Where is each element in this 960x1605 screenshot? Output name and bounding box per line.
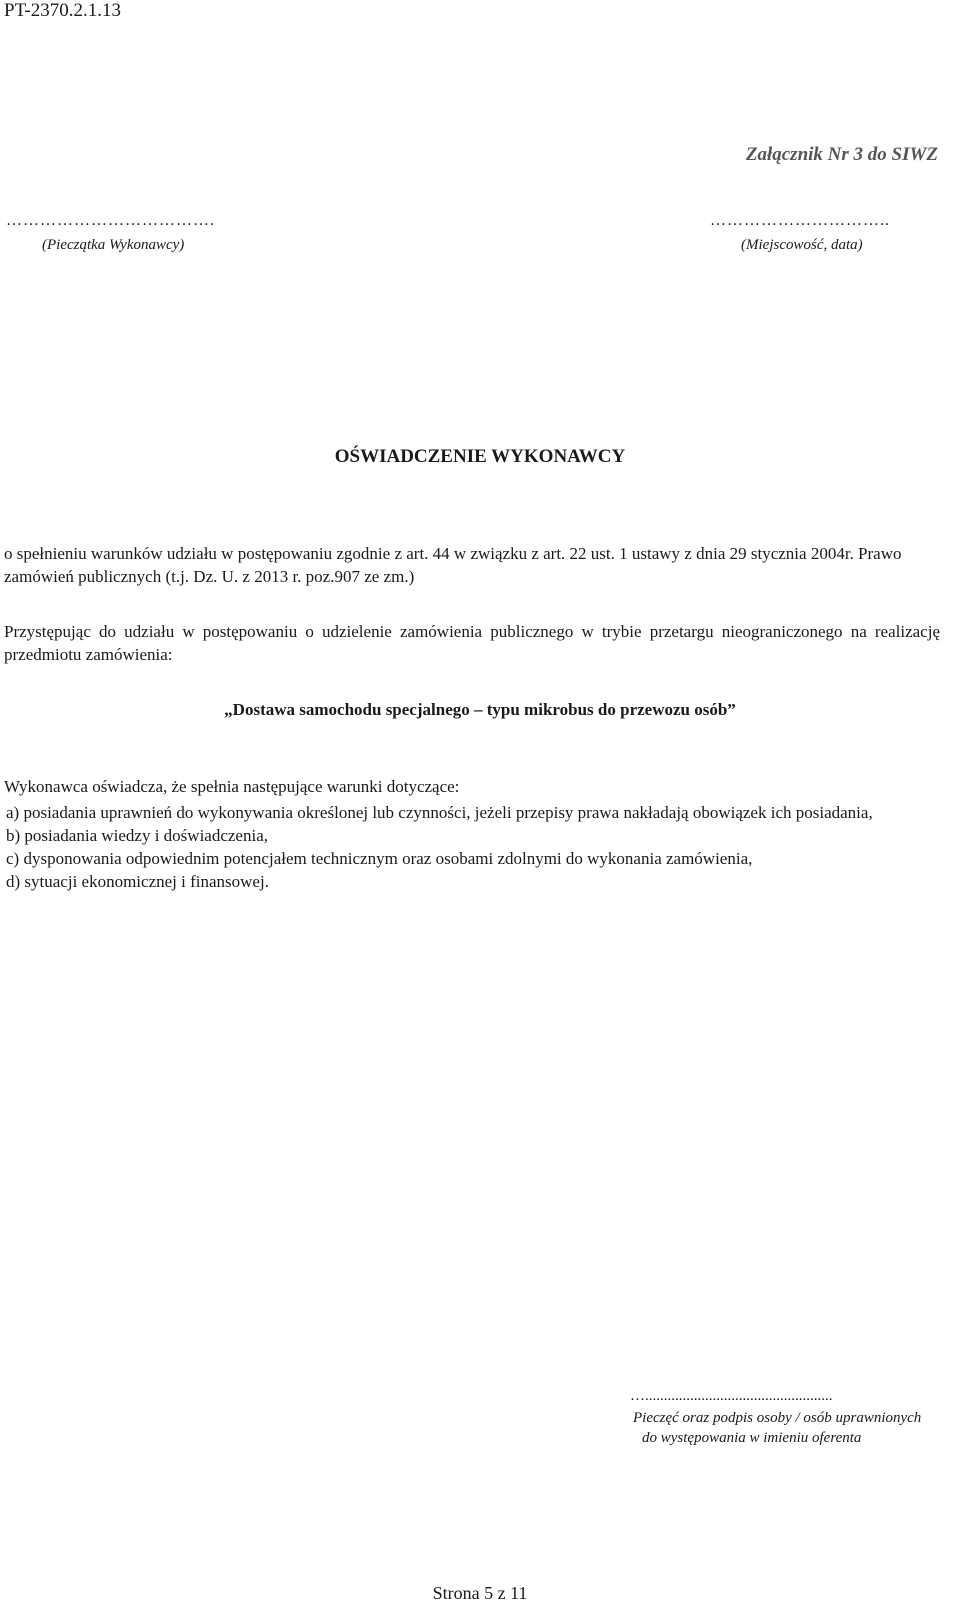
stamp-placeholder-dots: ………………………………. — [6, 212, 215, 229]
condition-item: b) posiadania wiedzy i doświadczenia, — [6, 826, 268, 845]
place-date-placeholder-label: (Miejscowość, data) — [741, 237, 863, 253]
contract-subject: „Dostawa samochodu specjalnego – typu mikrobus do przewozu osób” — [224, 700, 736, 719]
procedure-paragraph: Przystępując do udziału w postępowaniu o udzielenie zamówienia publicznego w trybie przetargu nieograniczonego na realizację przedmiotu zamówienia: — [4, 622, 940, 664]
signature-label-line2: do występowania w imieniu oferenta — [642, 1430, 862, 1446]
place-date-placeholder-dots: ………………………….. — [710, 212, 890, 229]
condition-item: d) sytuacji ekonomicznej i finansowej. — [6, 872, 269, 891]
document-title: OŚWIADCZENIE WYKONAWCY — [334, 446, 626, 467]
intro-paragraph: o spełnieniu warunków udziału w postępowaniu zgodnie z art. 44 w związku z art. 22 ust. 1 ustawy z dnia 29 stycznia 2004r. Prawo zamówień publicznych (t.j. Dz. U. z 2013 r. poz.907 ze zm.) — [4, 544, 902, 586]
conditions-list — [6, 801, 940, 893]
attachment-label: Załącznik Nr 3 do SIWZ — [745, 144, 938, 165]
conditions-intro: Wykonawca oświadcza, że spełnia następujące warunki dotyczące: — [4, 777, 460, 796]
page-number: Strona 5 z 11 — [432, 1583, 528, 1603]
condition-item: a) posiadania uprawnień do wykonywania określonej lub czynności, jeżeli przepisy prawa nakładają obowiązek ich posiadania, — [6, 803, 873, 822]
signature-dots: ….................................................. — [630, 1388, 833, 1404]
document-reference: PT-2370.2.1.13 — [4, 0, 122, 21]
stamp-placeholder-label: (Pieczątka Wykonawcy) — [42, 237, 185, 253]
condition-item: c) dysponowania odpowiednim potencjałem technicznym oraz osobami zdolnymi do wykonania zamówienia, — [6, 849, 753, 868]
signature-label-line1: Pieczęć oraz podpis osoby / osób uprawnionych — [633, 1410, 922, 1426]
